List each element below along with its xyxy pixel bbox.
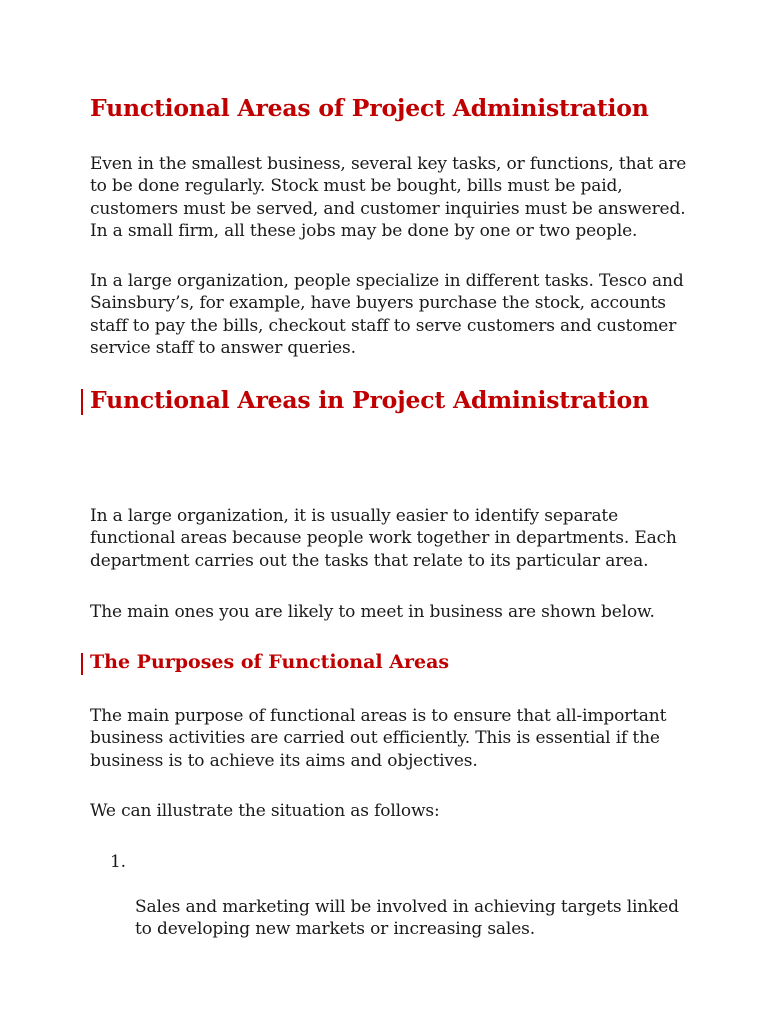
section-heading-purposes (90, 651, 449, 673)
section-2-paragraph-2: We can illustrate the situation as follows: (90, 801, 440, 821)
section-1-paragraph-2: The main ones you are likely to meet in business are shown below. (90, 602, 655, 622)
intro-paragraph-1: Even in the smallest business, several key tasks, or functions, that are to be done regularly. Stock must be bought, bills must be paid, customers must be served, and customer inquiries must be answered. In a small firm, all these jobs may be done by one or two people. (90, 154, 687, 241)
heading-accent-bar (81, 653, 83, 675)
heading-accent-bar (81, 389, 83, 415)
list-item-number: 1. (110, 852, 126, 872)
section-1-paragraph-1: In a large organization, it is usually easier to identify separate functional areas because people work together in departments. Each department carries out the tasks that relate to its particular area. (90, 506, 677, 571)
list-item (90, 851, 690, 962)
document-title: Functional Areas of Project Administration (90, 94, 649, 122)
list-item-text: Sales and marketing will be involved in achieving targets linked to developing new markets or increasing sales. (135, 896, 679, 939)
intro-paragraph-2: In a large organization, people specialize in different tasks. Tesco and Sainsbury’s, for example, have buyers purchase the stock, accounts staff to pay the bills, checkout staff to serve customers and customer service staff to answer queries. (90, 271, 684, 358)
section-heading-text: The Purposes of Functional Areas (90, 651, 450, 673)
section-heading-text: Functional Areas in Project Administration (90, 386, 649, 414)
section-2-paragraph-1: The main purpose of functional areas is to ensure that all-important business activities are carried out efficiently. This is essential if the business is to achieve its aims and objectives. (90, 706, 667, 771)
section-heading-functional-areas (90, 386, 649, 414)
numbered-list (90, 851, 690, 962)
